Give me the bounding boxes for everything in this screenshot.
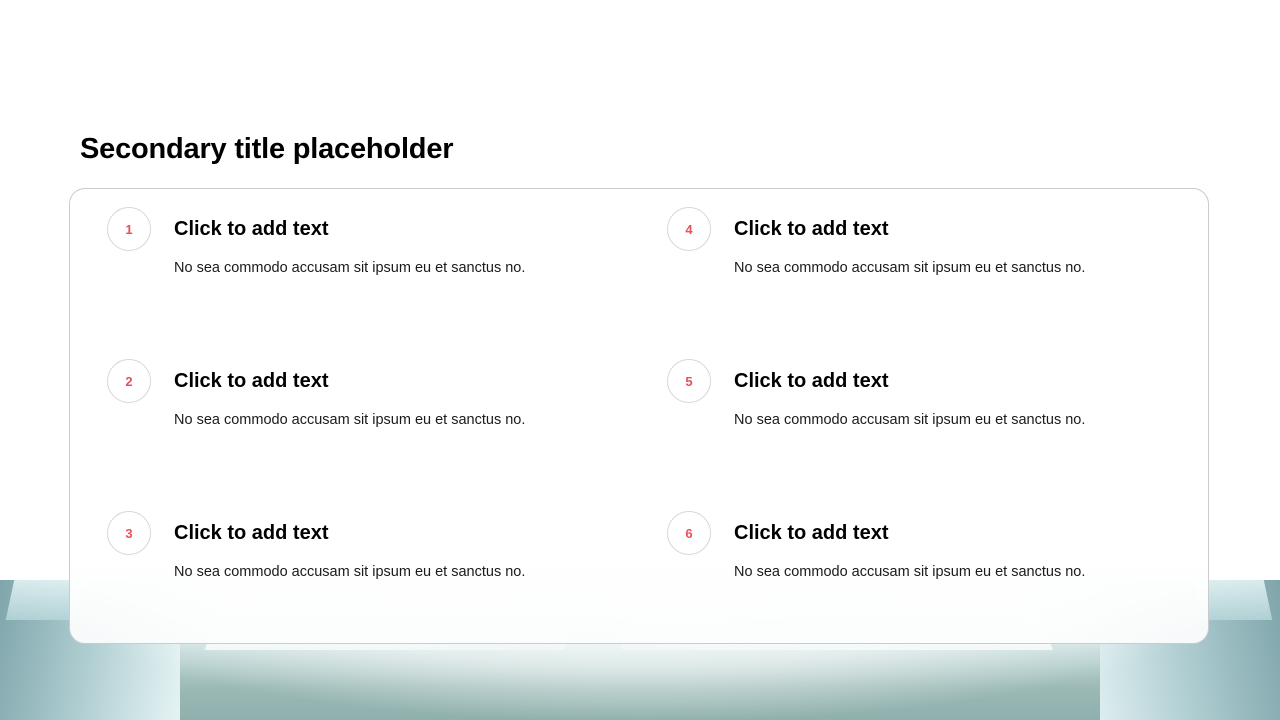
items-grid [70,189,1210,645]
list-item[interactable] [88,493,628,645]
item-title[interactable]: Click to add text [174,522,329,544]
item-title[interactable]: Click to add text [734,218,889,240]
item-description[interactable]: No sea commodo accusam sit ipsum eu et sanctus no. [734,412,1086,428]
item-title[interactable]: Click to add text [734,370,889,392]
item-description[interactable]: No sea commodo accusam sit ipsum eu et sanctus no. [174,412,526,428]
item-title[interactable]: Click to add text [174,218,329,240]
item-description[interactable]: No sea commodo accusam sit ipsum eu et sanctus no. [734,564,1086,580]
list-item[interactable] [648,493,1188,645]
item-number-badge: 6 [667,511,711,555]
item-number-badge: 3 [107,511,151,555]
item-description[interactable]: No sea commodo accusam sit ipsum eu et sanctus no. [734,260,1086,276]
item-description[interactable]: No sea commodo accusam sit ipsum eu et sanctus no. [174,564,526,580]
item-number-badge: 1 [107,207,151,251]
list-item[interactable] [88,341,628,493]
page-title: Secondary title placeholder [80,133,454,165]
item-title[interactable]: Click to add text [734,522,889,544]
item-title[interactable]: Click to add text [174,370,329,392]
list-item[interactable] [648,341,1188,493]
list-item[interactable] [648,189,1188,341]
item-description[interactable]: No sea commodo accusam sit ipsum eu et sanctus no. [174,260,526,276]
content-card [69,188,1209,644]
item-number-badge: 2 [107,359,151,403]
item-number-badge: 4 [667,207,711,251]
item-number-badge: 5 [667,359,711,403]
list-item[interactable] [88,189,628,341]
